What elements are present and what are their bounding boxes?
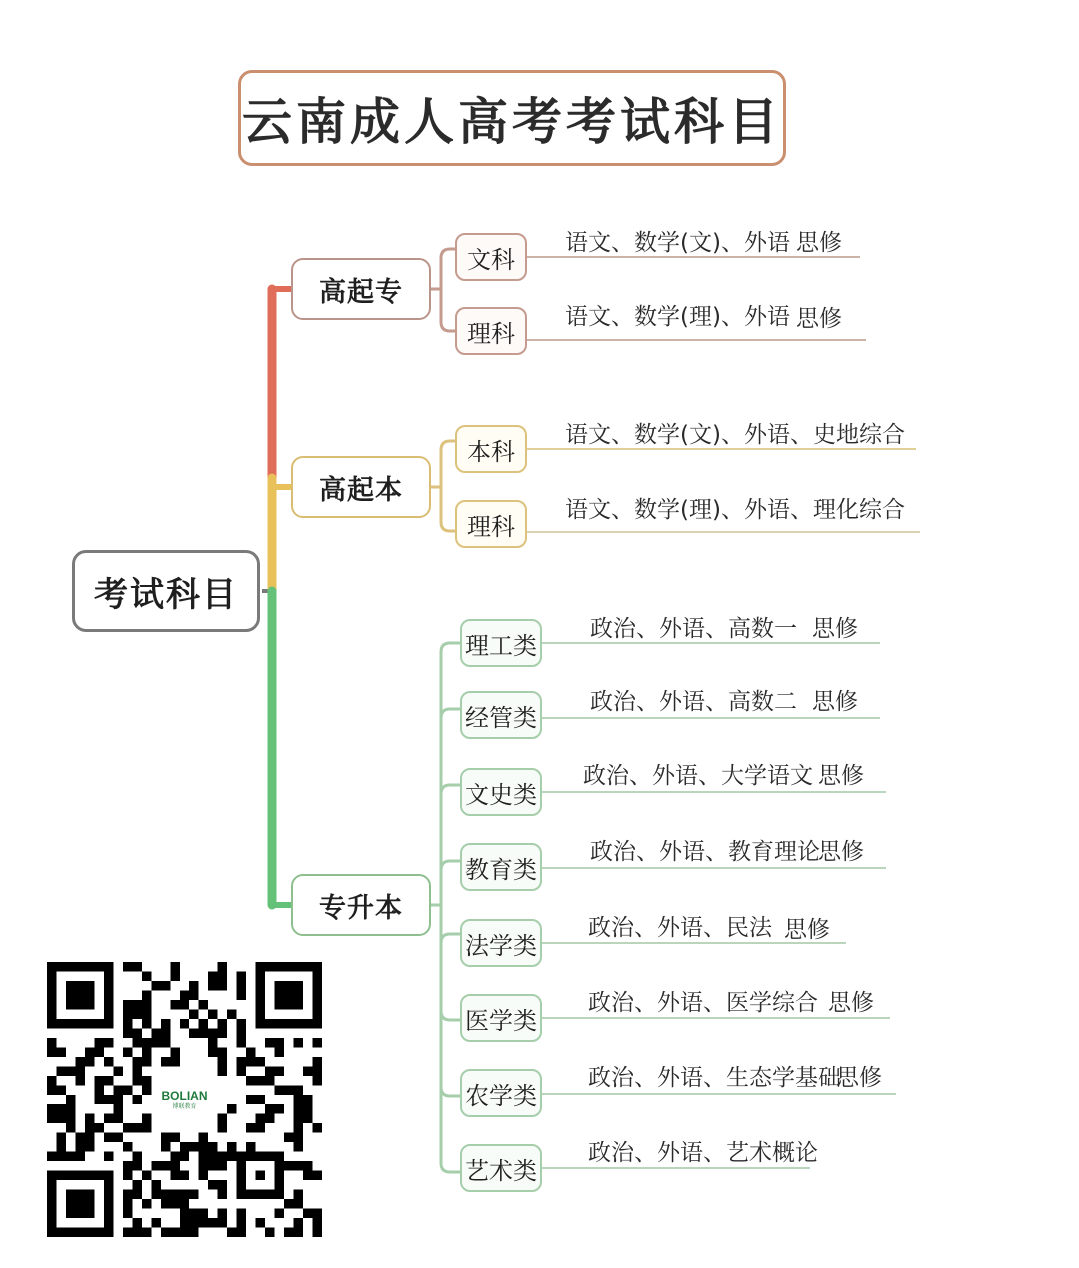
- branch-node-gaoqiben[interactable]: [291, 456, 431, 518]
- qr-logo-sub-text: 博联教育: [172, 1102, 197, 1110]
- subnode-jiaoyulei[interactable]: [460, 843, 542, 891]
- subnode-label: 经管类: [465, 703, 537, 732]
- leaf-subjects: 语文、数学(文)、外语、史地综合: [565, 422, 905, 448]
- subnode-wenshilei[interactable]: [460, 768, 542, 816]
- subnode-label: 医学类: [465, 1006, 537, 1035]
- root-node[interactable]: [72, 550, 260, 632]
- leaf-extra: 思修: [784, 917, 830, 943]
- leaf-subjects: 政治、外语、高数一: [590, 616, 797, 642]
- diagram-title: [238, 70, 786, 166]
- leaf-subjects: 政治、外语、大学语文: [583, 763, 813, 789]
- leaf-extra: 思修: [818, 763, 864, 789]
- branch-node-zhuanshengben[interactable]: [291, 874, 431, 936]
- leaf-extra: 思修: [812, 616, 858, 642]
- branch-node-label: 高起专: [319, 276, 403, 308]
- leaf-subjects: 语文、数学(理)、外语、理化综合: [565, 497, 905, 523]
- branch-node-label: 高起本: [319, 474, 403, 506]
- diagram-title-text: 云南成人高考考试科目: [242, 93, 782, 151]
- subnode-yixuelei[interactable]: [460, 994, 542, 1042]
- qr-code-logo: [156, 1071, 214, 1129]
- leaf-subjects: 政治、外语、艺术概论: [588, 1140, 818, 1166]
- subnode-label: 教育类: [465, 855, 537, 884]
- subnode-label: 文史类: [465, 780, 537, 809]
- leaf-extra: 思修: [796, 230, 842, 256]
- leaf-subjects: 政治、外语、高数二: [590, 689, 797, 715]
- subnode-label: 本科: [467, 437, 515, 466]
- subnode-jingguanlei[interactable]: [460, 691, 542, 739]
- qr-code[interactable]: [47, 962, 322, 1237]
- leaf-subjects: 政治、外语、医学综合: [588, 990, 818, 1016]
- subnode-label: 艺术类: [465, 1156, 537, 1185]
- subnode-benke[interactable]: [455, 425, 527, 473]
- leaf-subjects: 政治、外语、生态学基础: [588, 1065, 841, 1091]
- qr-logo-main-text: BOLIAN: [161, 1088, 208, 1103]
- subnode-label: 理科: [467, 512, 515, 541]
- leaf-extra: 思修: [796, 306, 842, 332]
- leaf-extra: 思修: [836, 1065, 882, 1091]
- subnode-faxuelei[interactable]: [460, 919, 542, 967]
- leaf-extra: 思修: [828, 990, 874, 1016]
- leaf-subjects: 政治、外语、民法: [588, 915, 772, 941]
- subnode-nongxuelei[interactable]: [460, 1069, 542, 1117]
- subnode-ligonglei[interactable]: [460, 619, 542, 667]
- subnode-label: 文科: [467, 245, 515, 274]
- leaf-extra: 思修: [818, 839, 864, 865]
- subnode-like-gqb[interactable]: [455, 500, 527, 548]
- leaf-extra: 思修: [812, 689, 858, 715]
- branch-node-label: 专升本: [319, 892, 403, 924]
- leaf-subjects: 语文、数学(文)、外语: [565, 230, 790, 256]
- subnode-yishulei[interactable]: [460, 1144, 542, 1192]
- subnode-like-gqz[interactable]: [455, 307, 527, 355]
- subnode-label: 农学类: [465, 1081, 537, 1110]
- subnode-wenke[interactable]: [455, 233, 527, 281]
- subnode-label: 理工类: [465, 631, 537, 660]
- subnode-label: 理科: [467, 319, 515, 348]
- branch-node-gaoqizhuan[interactable]: [291, 258, 431, 320]
- subnode-label: 法学类: [465, 931, 537, 960]
- root-node-label: 考试科目: [94, 574, 238, 615]
- leaf-subjects: 语文、数学(理)、外语: [565, 304, 790, 330]
- leaf-subjects: 政治、外语、教育理论: [590, 839, 820, 865]
